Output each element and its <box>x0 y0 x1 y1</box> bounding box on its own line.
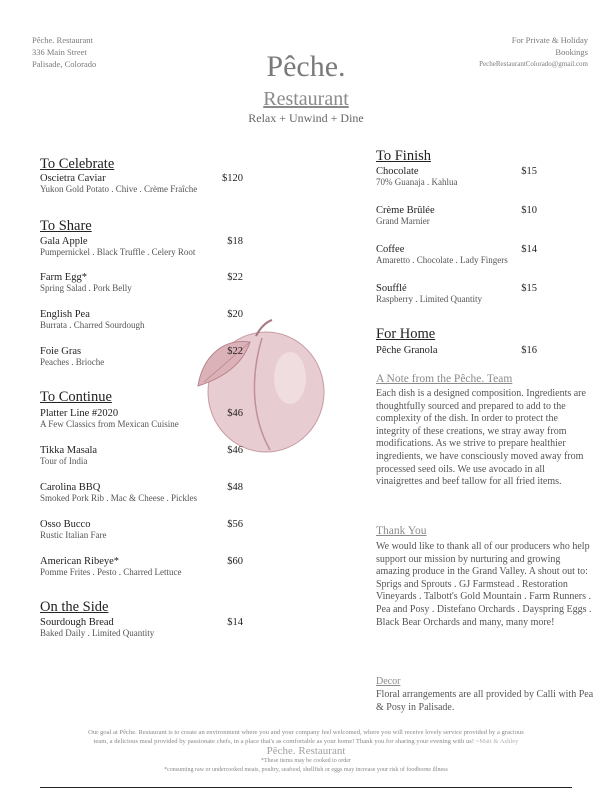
item-price: $20 <box>227 309 243 320</box>
section-title: To Celebrate <box>40 156 115 172</box>
menu-item <box>376 244 537 265</box>
section-title: To Finish <box>376 148 431 164</box>
item-desc: Yukon Gold Potato . Chive . Crème Fraîche <box>40 184 198 194</box>
menu-item <box>40 408 243 429</box>
menu-item <box>376 166 537 187</box>
item-name: Carolina BBQ <box>40 482 101 493</box>
item-desc: Rustic Italian Fare <box>40 530 107 540</box>
item-desc: Pumpernickel . Black Truffle . Celery Root <box>40 247 196 257</box>
peach-illustration <box>190 308 330 458</box>
section-title: To Continue <box>40 389 112 405</box>
footer-brand: Pêche. Restaurant <box>266 745 346 757</box>
item-desc: Burrata . Charred Sourdough <box>40 320 145 330</box>
street-address: 336 Main Street <box>32 47 87 57</box>
section-for-home <box>376 326 537 343</box>
section-title: For Home <box>376 326 436 342</box>
item-price: $14 <box>227 617 243 628</box>
item-desc: Grand Marnier <box>376 216 430 226</box>
footer-note <box>40 728 572 746</box>
section-to-continue <box>40 389 243 406</box>
item-desc: Tour of India <box>40 456 88 466</box>
item-price: $46 <box>227 408 243 419</box>
menu-item <box>40 482 243 503</box>
footer-disclaimer-2: *consuming raw or undercooked meats, poultry, seafood, shellfish or eggs may increase your risk of foodborne illness <box>164 767 448 773</box>
footer-disclaimer-1: *These items may be cooked to order <box>261 758 351 764</box>
footer-signature: Matt & Ashley <box>479 738 519 745</box>
item-name: Soufflé <box>376 283 407 294</box>
section-on-the-side <box>40 599 243 616</box>
menu-item <box>40 309 243 330</box>
decor-text: Floral arrangements are all provided by Calli with Pea & Posy in Palisade. <box>376 689 594 713</box>
menu-item <box>40 556 243 577</box>
item-name: Sourdough Bread <box>40 617 114 628</box>
bookings-line-1: For Private & Holiday <box>511 35 588 45</box>
section-title: On the Side <box>40 599 109 615</box>
item-price: $120 <box>222 173 243 184</box>
item-price: $15 <box>521 166 537 177</box>
item-name: Coffee <box>376 244 405 255</box>
footer-line-2: team, a delicious meal provided by passionate chefs, in a place that's as comfortable as your home! Thank you for sharing your evening with us! ~ <box>93 738 480 745</box>
tagline: Relax + Unwind + Dine <box>248 111 364 125</box>
city-state: Palisade, Colorado <box>32 59 97 69</box>
peach-highlight <box>274 352 306 404</box>
menu-item <box>376 205 537 226</box>
item-desc: A Few Classics from Mexican Cuisine <box>40 419 179 429</box>
note-title: A Note from the Pêche. Team <box>376 373 513 385</box>
item-desc: Smoked Pork Rib . Mac & Cheese . Pickles <box>40 493 197 503</box>
item-price: $22 <box>227 272 243 283</box>
brand-title: Pêche. <box>266 50 346 83</box>
menu-item <box>40 272 243 293</box>
item-desc: Baked Daily . Limited Quantity <box>40 628 155 638</box>
note-text: Each dish is a designed composition. Ingredients are thoughtfully sourced and prepared to add to the complexity of the dish. In order to protect the integrity of these creations, we stray away from modifications. As we strive to prepare healthier ingredients, we have consciously moved away from processed seed oils. We use avocado in all vinaigrettes and beef tallow for all fried items. <box>376 388 586 488</box>
menu-item <box>40 617 243 638</box>
menu-item <box>40 236 243 257</box>
brand-subtitle: Restaurant <box>263 88 349 110</box>
restaurant-name-small: Pêche. Restaurant <box>32 35 93 45</box>
item-name: Tikka Masala <box>40 445 98 456</box>
item-name: Gala Apple <box>40 236 88 247</box>
menu-item <box>376 283 537 304</box>
thank-you-title: Thank You <box>376 525 427 537</box>
decor-title: Decor <box>376 676 401 687</box>
section-to-finish <box>376 148 537 165</box>
item-name: Foie Gras <box>40 346 82 357</box>
item-desc: 70% Guanaja . Kahlua <box>376 177 458 187</box>
section-to-share <box>40 218 243 235</box>
bookings-email[interactable]: PecheRestaurantColorado@gmail.com <box>479 60 588 68</box>
item-price: $48 <box>227 482 243 493</box>
item-name: Crème Brûlée <box>376 205 435 216</box>
item-name: Osso Bucco <box>40 519 91 530</box>
thank-you-text: We would like to thank all of our producers who help support our mission by nurturing and growing amazing produce in the Grand Valley. A shout out to: Sprigs and Sprouts . GJ Farmstead . Restoration Vineyards . Talbott's Gold Mountain . Farm Runners . Pea and Posy . Distefano Orchards . Dayspring Eggs . Black Bear Orchards and many, many more! <box>376 541 592 628</box>
menu-item <box>40 173 243 194</box>
menu-item <box>40 346 243 367</box>
item-desc: Spring Salad . Pork Belly <box>40 283 132 293</box>
item-price: $46 <box>227 445 243 456</box>
item-desc: Peaches . Brioche <box>40 357 105 367</box>
menu-item <box>376 345 537 356</box>
section-to-celebrate <box>40 156 243 194</box>
item-price: $60 <box>227 556 243 567</box>
item-price: $16 <box>521 345 537 356</box>
item-name: Platter Line #2020 <box>40 408 119 419</box>
item-price: $56 <box>227 519 243 530</box>
item-desc: Raspberry . Limited Quantity <box>376 294 482 304</box>
item-name: Farm Egg* <box>40 272 87 283</box>
item-name: American Ribeye* <box>40 556 120 567</box>
menu-item <box>40 519 243 540</box>
item-price: $10 <box>521 205 537 216</box>
menu-item <box>40 445 243 466</box>
bottom-rule <box>40 787 572 788</box>
item-desc: Amaretto . Chocolate . Lady Fingers <box>376 255 508 265</box>
item-price: $14 <box>521 244 537 255</box>
item-name: Oscietra Caviar <box>40 173 106 184</box>
item-price: $15 <box>521 283 537 294</box>
item-price: $18 <box>227 236 243 247</box>
item-name: Chocolate <box>376 166 419 177</box>
item-desc: Pomme Frites . Pesto . Charred Lettuce <box>40 567 182 577</box>
item-name: English Pea <box>40 309 90 320</box>
bookings-line-2: Bookings <box>555 47 588 57</box>
footer-line-1: Our goal at Pêche. Restaurant is to create an environment where you and your company feel welcomed, where you will receive lovely service provided by a gracious <box>88 729 524 736</box>
section-title: To Share <box>40 218 92 234</box>
item-price: $22 <box>227 346 243 357</box>
item-name: Pêche Granola <box>376 345 438 356</box>
